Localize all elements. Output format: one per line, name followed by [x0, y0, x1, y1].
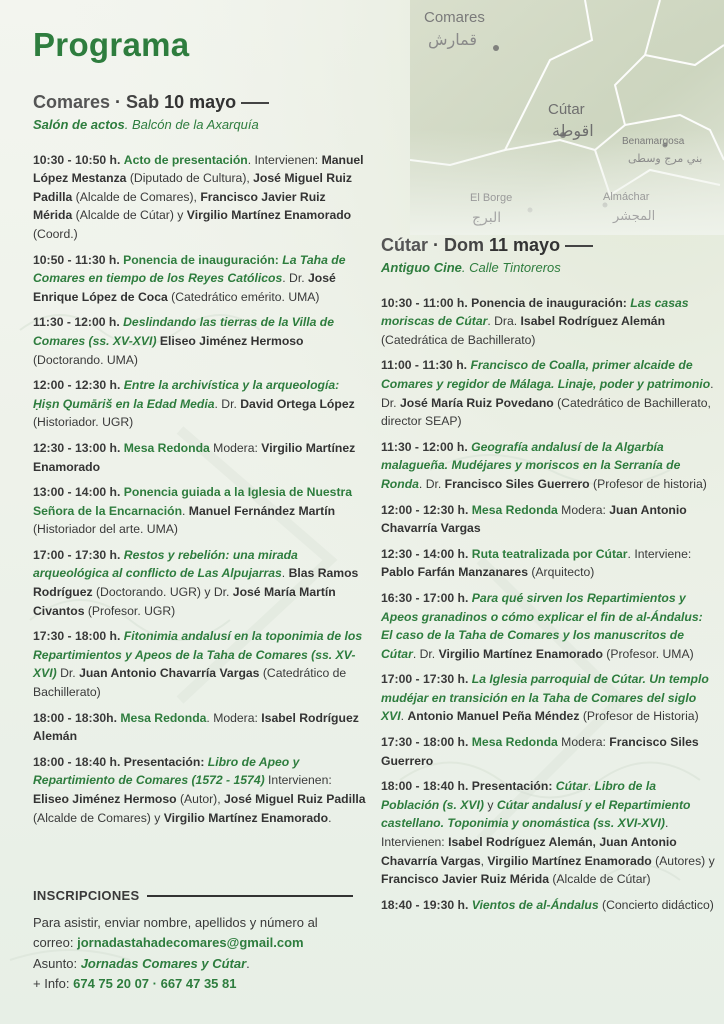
event-title: Deslindando las tierras de la Villa de Comares (ss. XV-XVI): [33, 315, 334, 348]
cutar-day: Dom: [444, 235, 490, 255]
map-label-comares-arabic: قمارش: [428, 30, 478, 49]
speaker-name: Blas Ramos Rodríguez: [33, 566, 359, 600]
heading-dash: [241, 102, 269, 104]
schedule-item: [33, 251, 368, 307]
info-label: + Info:: [33, 976, 74, 991]
event-text: .: [587, 779, 595, 794]
speaker-name: José María Martín Civantos: [33, 585, 336, 618]
subject-end: .: [246, 955, 250, 971]
schedule-item: [33, 313, 368, 369]
event-time: 17:00 - 17:30 h.: [381, 672, 469, 687]
inscripciones-instructions: [33, 913, 353, 954]
schedule-item: [381, 896, 717, 915]
event-text: ,: [480, 853, 488, 868]
comares-sep: ·: [110, 92, 127, 112]
speaker-name: Francisco Javier Ruiz Mérida: [33, 189, 326, 223]
event-title: Mesa Redonda: [471, 502, 558, 517]
schedule-item: [381, 545, 717, 582]
speaker-name: Antonio Manuel Peña Méndez: [407, 709, 580, 724]
speaker-name: Isabel Rodríguez Alemán: [33, 710, 359, 744]
cutar-program: [381, 233, 717, 921]
speaker-name: Juan Antonio Chavarría Vargas: [79, 666, 260, 681]
inscripciones-heading: [33, 886, 353, 907]
event-time: 11:30 - 12:00 h.: [381, 439, 468, 454]
schedule-item: [381, 670, 717, 726]
event-time: 13:00 - 14:00 h.: [33, 485, 121, 500]
comares-venue-rest: . Balcón de la Axarquía: [124, 117, 259, 132]
comares-program: [33, 90, 368, 834]
event-title: Las casas moriscas de Cútar: [381, 295, 689, 329]
speaker-name: Juan Antonio Chavarría Vargas: [381, 502, 687, 536]
schedule-item: [33, 627, 368, 701]
event-text: Modera:: [209, 440, 262, 455]
cutar-town: Cútar: [381, 235, 429, 255]
event-time: 10:50 - 11:30 h.: [33, 252, 120, 267]
schedule-item: [381, 777, 717, 889]
event-text: (Profesor. UGR): [84, 603, 176, 618]
event-text: .: [400, 709, 408, 724]
event-title: La Taha de Comares en tiempo de los Reyes Católicos: [33, 252, 346, 286]
comares-day: Sab: [126, 92, 165, 112]
email-link[interactable]: jornadastahadecomares@gmail.com: [77, 935, 304, 950]
event-title: Ponencia de inauguración:: [123, 252, 279, 267]
comares-venue-main: Salón de actos: [33, 117, 125, 132]
map-label-benamargosa: Benamargosa: [622, 136, 685, 147]
map-label-almachar: Almáchar: [603, 191, 650, 203]
schedule-item: [381, 501, 717, 538]
inscripciones-block: [33, 886, 353, 995]
event-time: 18:40 - 19:30 h.: [381, 897, 469, 912]
cutar-events: [381, 294, 717, 915]
event-text: Modera:: [557, 735, 610, 750]
speaker-name: Virgilio Martínez Enamorado: [33, 440, 356, 474]
page-title: Programa: [33, 26, 190, 63]
schedule-item: [33, 546, 368, 620]
schedule-item: [33, 483, 368, 539]
speaker-name: Isabel Rodríguez Alemán, Juan Antonio Chavarría Vargas: [381, 835, 677, 868]
event-text: (Catedrática de Bachillerato): [381, 332, 536, 347]
event-title: Ponencia guiada a la Iglesia de Nuestra Señora de la Encarnación: [33, 485, 353, 518]
event-text: (Catedrático emérito. UMA): [167, 289, 320, 304]
cutar-date: 11 mayo: [489, 235, 561, 255]
map-label-comares: Comares: [424, 9, 485, 26]
speaker-name: José Miguel Ruiz Padilla: [33, 171, 353, 204]
schedule-item: [381, 438, 717, 494]
comares-venue: [33, 116, 368, 135]
schedule-item: [33, 439, 368, 476]
map-label-cutar: Cútar: [548, 101, 585, 118]
event-time: 12:30 - 13:00 h.: [33, 440, 121, 455]
event-text: (Alcalde de Cútar) y: [72, 208, 187, 223]
event-time: 12:30 - 14:00 h.: [381, 546, 469, 561]
event-text: (Doctorando. UMA): [33, 352, 138, 367]
event-title: Mesa Redonda: [120, 710, 207, 725]
cutar-venue-main: Antiguo Cine: [381, 260, 462, 275]
speaker-name: Manuel Fernández Martín: [188, 503, 336, 518]
event-text: y: [483, 797, 497, 812]
schedule-item: [381, 733, 717, 770]
speaker-name: José Enrique López de Coca: [33, 271, 336, 304]
map-label-cutar-arabic: اقوطة: [552, 121, 594, 140]
event-text: . Dr.: [412, 646, 439, 661]
event-time: 17:30 - 18:00 h.: [33, 629, 121, 644]
event-text: . Dr.: [214, 396, 241, 411]
speaker-name: Presentación:: [471, 779, 553, 794]
event-title: Para qué sirven los Repartimientos y Apeos granadinos o cómo explicar el fin de al-Ándalus: El caso de la Taha de Comares y los manuscritos de Cútar: [381, 590, 703, 661]
schedule-item: [33, 151, 368, 244]
map-label-el-borge-arabic: البرج: [472, 210, 502, 226]
phone-numbers[interactable]: 674 75 20 07 · 667 47 35 81: [73, 976, 237, 991]
event-text: .: [328, 810, 332, 825]
event-text: . Intervienen:: [247, 152, 322, 167]
event-text: . Interviene:: [627, 546, 692, 561]
cutar-sep: ·: [428, 235, 445, 255]
event-title: Libro de la Población (s. XVI): [381, 779, 657, 812]
event-title: Geografía andalusí de la Algarbía malagueña. Mudéjares y moriscos en la Serranía de Ronda: [381, 439, 681, 491]
inscripciones-subject: [33, 954, 353, 975]
event-time: 16:30 - 17:00 h.: [381, 590, 469, 605]
map-label-benamargosa-arabic: بني مرج وسطى: [628, 152, 703, 165]
event-text: (Profesor de Historia): [579, 709, 699, 724]
event-text: . Modera:: [206, 710, 262, 725]
event-text: . Intervienen:: [381, 816, 669, 850]
speaker-name: Pablo Farfán Manzanares: [381, 565, 528, 580]
map-label-almachar-arabic: المجشر: [613, 209, 656, 224]
event-title: Fitonimia andalusí en la toponimia de los Repartimientos y Apeos de la Taha de Comares (ss. XV-XVI): [33, 629, 363, 681]
speaker-name: José Miguel Ruiz Padilla: [224, 792, 366, 806]
speaker-name: David Ortega López: [240, 396, 355, 411]
event-text: (Alcalde de Comares),: [72, 189, 201, 204]
event-title: Restos y rebelión: una mirada arqueológica al conflicto de Las Alpujarras: [33, 547, 298, 581]
event-text: (Autor),: [176, 792, 225, 806]
event-text: . Dr.: [282, 271, 308, 286]
speaker-name: Manuel López Mestanza: [33, 152, 364, 186]
event-time: 11:30 - 12:00 h.: [33, 315, 120, 330]
event-text: (Catedrático de Bachillerato, director SEAP): [381, 395, 711, 429]
event-text: .: [281, 566, 289, 581]
event-title: Cútar: [555, 779, 588, 794]
event-time: 12:00 - 12:30 h.: [33, 378, 121, 393]
subject-text: Jornadas Comares y Cútar: [80, 955, 247, 971]
speaker-name: Virgilio Martínez Enamorado: [438, 646, 603, 661]
event-text: . Dr.: [381, 376, 714, 410]
speaker-name: Isabel Rodríguez Alemán: [520, 314, 666, 329]
event-title: Vientos de al-Ándalus: [471, 897, 599, 912]
event-text: (Autores) y: [651, 853, 715, 868]
event-time: 17:30 - 18:00 h.: [381, 735, 469, 750]
event-text: (Historiador. UGR): [33, 415, 134, 430]
subject-label: Asunto:: [33, 955, 81, 971]
schedule-item: [33, 753, 368, 827]
event-title: La Iglesia parroquial de Cútar. Un templo mudéjar en transición en la Taha de Comares del siglo XVI: [381, 672, 709, 724]
event-text: Dr.: [56, 666, 80, 681]
event-title: Entre la archivística y la arqueología: Ḥiṣn Qumāriš en la Edad Media: [33, 378, 340, 411]
event-time: 10:30 - 11:00 h.: [381, 295, 468, 310]
schedule-item: [381, 589, 717, 663]
event-title: Francisco de Coalla, primer alcaide de Comares y regidor de Málaga. Linaje, poder y patrimonio: [381, 358, 711, 391]
event-text: . Dra.: [487, 314, 521, 329]
speaker-name: Presentación:: [123, 754, 205, 769]
cutar-venue-rest: . Calle Tintoreros: [461, 260, 561, 275]
event-time: 18:00 - 18:40 h.: [33, 754, 121, 769]
speaker-name: José María Ruiz Povedano: [399, 395, 554, 410]
region-map: [410, 0, 724, 235]
schedule-item: [381, 356, 717, 430]
event-time: 17:00 - 17:30 h.: [33, 547, 121, 562]
event-title: Acto de presentación: [123, 152, 248, 167]
event-text: (Profesor. UMA): [602, 646, 694, 661]
schedule-item: [33, 709, 368, 746]
event-title: Ruta teatralizada por Cútar: [471, 546, 628, 561]
event-text: (Catedrático de Bachillerato): [33, 666, 347, 700]
event-time: 11:00 - 11:30 h.: [381, 358, 468, 373]
speaker-name: Virgilio Martínez Enamorado: [186, 208, 352, 223]
event-title: Mesa Redonda: [471, 735, 558, 750]
inscripciones-info: [33, 974, 353, 995]
inscripciones-line1: Para asistir, enviar nombre, apellidos y número al correo:: [33, 914, 318, 950]
event-time: 18:00 - 18:40 h.: [381, 779, 469, 794]
event-title: Cútar andalusí y el Repartimiento castellano. Toponimia y onomástica (ss. XVI-XVI): [381, 797, 691, 831]
event-text: (Concierto didáctico): [598, 897, 714, 912]
comares-events: [33, 151, 368, 828]
event-text: Intervienen:: [264, 773, 332, 788]
speaker-name: Francisco Siles Guerrero: [381, 735, 699, 768]
inscripciones-title: INSCRIPCIONES: [33, 888, 140, 903]
cutar-venue: [381, 259, 717, 278]
comares-town: Comares: [33, 92, 111, 112]
event-text: (Doctorando. UGR) y Dr.: [92, 585, 233, 600]
map-label-el-borge: El Borge: [470, 192, 513, 204]
speaker-name: Virgilio Martínez Enamorado: [163, 810, 329, 825]
event-text: (Alcalde de Comares) y: [33, 810, 164, 825]
event-time: 10:30 - 10:50 h.: [33, 152, 121, 167]
speaker-name: Virgilio Martínez Enamorado: [487, 853, 652, 868]
event-text: . Dr.: [418, 476, 445, 491]
event-text: (Historiador del arte. UMA): [33, 522, 178, 537]
event-text: (Coord.): [33, 226, 78, 241]
event-text: (Alcalde de Cútar): [548, 872, 651, 887]
speaker-name: Eliseo Jiménez Hermoso: [33, 792, 177, 806]
heading-rule: [147, 895, 353, 897]
event-title: Mesa Redonda: [123, 440, 210, 455]
event-time: 18:00 - 18:30h.: [33, 710, 118, 725]
event-text: (Diputado de Cultura),: [126, 171, 254, 186]
event-text: (Arquitecto): [527, 565, 595, 580]
event-text: .: [182, 503, 189, 518]
schedule-item: [381, 294, 717, 350]
speaker-name: Francisco Siles Guerrero: [444, 476, 590, 491]
comares-date: 10 mayo: [164, 92, 237, 112]
speaker-name: Francisco Javier Ruiz Mérida: [381, 872, 549, 887]
event-text: Modera:: [557, 502, 610, 517]
schedule-item: [33, 376, 368, 432]
event-title: Libro de Apeo y Repartimiento de Comares (1572 - 1574): [33, 754, 300, 788]
speaker-name: Ponencia de inauguración:: [471, 295, 627, 310]
comares-heading: [33, 90, 368, 114]
event-text: (Profesor de historia): [589, 476, 707, 491]
speaker-name: Eliseo Jiménez Hermoso: [159, 333, 304, 348]
event-time: 12:00 - 12:30 h.: [381, 502, 469, 517]
cutar-heading: [381, 233, 717, 257]
heading-dash: [565, 245, 593, 247]
